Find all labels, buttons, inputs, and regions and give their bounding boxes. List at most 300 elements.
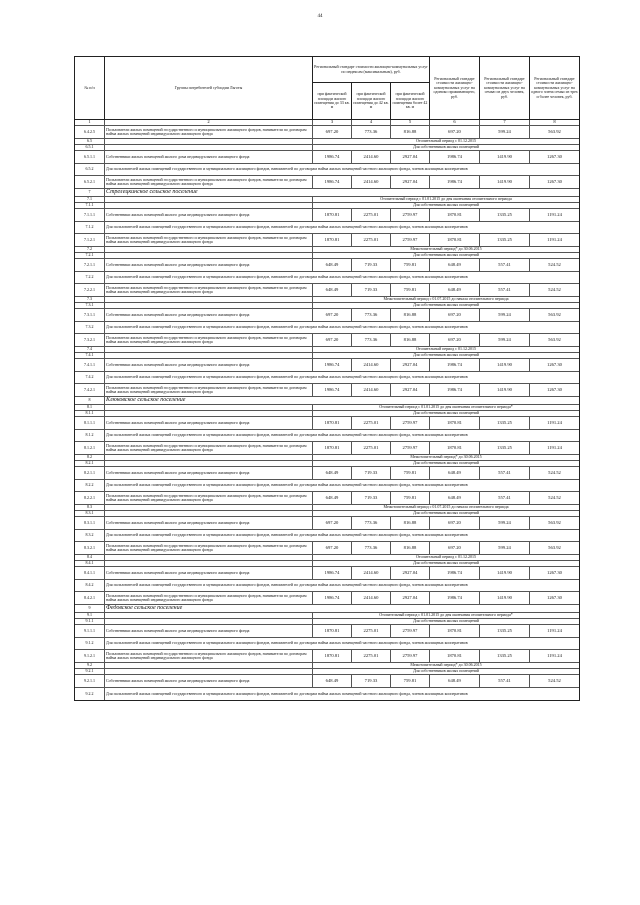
value-cell: 563.92 (548, 336, 561, 342)
settlement-title: Стрелецкинское сельское поселение (106, 189, 198, 196)
value-cell: 1870.81 (430, 234, 480, 246)
subgroup-label: Для собственников жилых помещений (413, 669, 479, 674)
row-number: 7.2.2.1 (75, 284, 105, 296)
row-group-label: Собственники жилых помещений жилого дома индивидуального жилищного фонда (105, 359, 313, 371)
row-number: 8.1.1.1 (75, 417, 105, 429)
table-row (75, 675, 579, 688)
value-cell: 557.41 (480, 467, 530, 479)
value-cell: 759.81 (391, 284, 430, 296)
value-cell: 1870.81 (313, 442, 352, 454)
subgroup-label: Для собственников жилых помещений (413, 253, 479, 258)
value-cell: 563.92 (548, 128, 561, 134)
subgroup-label: Для собственников жилых помещений (413, 411, 479, 416)
value-cell: 1335.25 (480, 442, 530, 454)
value-cell: 599.24 (480, 542, 530, 554)
row-description: Для пользователей жилых помещений государственного и муниципального жилищного фондов, нанимателей по договорам найма жилых помещений частного жилищного фонда, членов жилищных кооперативов (106, 374, 468, 380)
row-description: Для пользователей жилых помещений государственного и муниципального жилищного фондов, нанимателей по договорам найма жилых помещений частного жилищного фонда, членов жилищных кооперативов (106, 582, 468, 588)
value-cell: 2414.60 (352, 359, 391, 371)
value-cell: 2275.01 (352, 650, 391, 662)
table-row (75, 126, 579, 139)
row-number: 7.2.2 (75, 272, 105, 283)
table-row (75, 322, 579, 334)
value-cell: 1267.30 (547, 569, 562, 575)
value-cell: 2275.01 (352, 234, 391, 246)
row-number: 9.1 (75, 613, 105, 618)
table-row (75, 430, 579, 442)
table-row (75, 334, 579, 347)
value-cell: 1870.81 (313, 209, 352, 221)
row-number: 7.4.1.1 (75, 359, 105, 371)
row-number: 8.1.1 (75, 411, 105, 416)
table-row (75, 209, 579, 222)
value-cell: 599.24 (480, 517, 530, 529)
value-cell: 557.41 (480, 675, 530, 687)
value-cell: 2275.01 (352, 625, 391, 637)
value-cell: 759.81 (391, 492, 430, 504)
value-cell: 563.92 (548, 519, 561, 525)
row-blank (105, 303, 313, 308)
value-cell: 2927.04 (391, 384, 430, 396)
table-row (75, 259, 579, 272)
value-cell: 719.33 (352, 675, 391, 687)
row-blank (105, 619, 313, 624)
table-row (75, 567, 579, 580)
row-number: 9 (75, 605, 105, 612)
row-group-label: Пользователи жилых помещений государственного и муниципального жилищного фондов, наниматели по договорам найма жилых помещений индивидуального жилищного фонда (105, 284, 313, 296)
value-cell: 697.20 (313, 309, 352, 321)
row-number: 8.1.2.1 (75, 442, 105, 454)
value-cell: 1335.25 (480, 625, 530, 637)
row-description: Для пользователей жилых помещений государственного и муниципального жилищного фондов, нанимателей по договорам найма жилых помещений частного жилищного фонда, членов жилищных кооперативов (106, 690, 468, 696)
row-group-label: Пользователи жилых помещений государственного и муниципального жилищного фондов, наниматели по договорам найма жилых помещений индивидуального жилищного фонда (105, 176, 313, 188)
page-number: 44 (317, 14, 323, 19)
row-blank (105, 613, 313, 618)
row-number: 8.4.2 (75, 580, 105, 591)
value-cell: 2759.97 (391, 234, 430, 246)
table-row (75, 517, 579, 530)
row-group-label: Пользователи жилых помещений государственного и муниципального жилищного фондов, наниматели по договорам найма жилых помещений индивидуального жилищного фонда (105, 126, 313, 138)
row-number: 9.2.1.1 (75, 675, 105, 687)
row-group-label: Собственники жилых помещений жилого дома индивидуального жилищного фонда (105, 517, 313, 529)
value-cell: 1191.24 (547, 419, 562, 425)
row-description: Для пользователей жилых помещений государственного и муниципального жилищного фондов, нанимателей по договорам найма жилых помещений частного жилищного фонда, членов жилищных кооперативов (106, 274, 468, 280)
value-cell: 719.33 (352, 259, 391, 271)
value-cell: 1419.90 (480, 567, 530, 579)
period-label: Отопительный период с 01.01.2015 до дня окончания отопительного периода (380, 197, 512, 202)
colnum: 6 (430, 120, 480, 125)
value-cell: 1419.90 (480, 384, 530, 396)
row-number: 8.2.2.1 (75, 492, 105, 504)
table-row (75, 542, 579, 555)
value-cell: 2759.97 (391, 625, 430, 637)
value-cell: 648.49 (430, 259, 480, 271)
row-group-label: Пользователи жилых помещений государственного и муниципального жилищного фондов, наниматели по договорам найма жилых помещений индивидуального жилищного фонда (105, 492, 313, 504)
value-cell: 1986.74 (313, 384, 352, 396)
row-blank (105, 145, 313, 150)
value-cell: 1986.74 (313, 359, 352, 371)
value-cell: 2414.60 (352, 567, 391, 579)
settlement-title: Федовское сельское поселение (106, 605, 183, 612)
value-cell: 816.88 (391, 309, 430, 321)
table-row (75, 625, 579, 638)
row-group-label: Пользователи жилых помещений государственного и муниципального жилищного фондов, наниматели по договорам найма жилых помещений индивидуального жилищного фонда (105, 334, 313, 346)
table-row (75, 176, 579, 189)
value-cell: 1986.74 (430, 384, 480, 396)
value-cell: 1870.81 (313, 625, 352, 637)
value-cell: 1986.74 (313, 592, 352, 604)
row-group-label: Собственники жилых помещений жилого дома индивидуального жилищного фонда (105, 567, 313, 579)
value-cell: 648.49 (313, 259, 352, 271)
header-col-groups: Группы потребителей субсидии Льготы (105, 57, 313, 119)
row-number: 8 (75, 397, 105, 404)
subgroup-label: Для собственников жилых помещений (413, 303, 479, 308)
value-cell: 1986.74 (313, 567, 352, 579)
row-blank (105, 505, 313, 510)
value-cell: 563.92 (548, 311, 561, 317)
colnum: 8 (553, 120, 556, 125)
row-blank (105, 511, 313, 516)
value-cell: 1419.90 (480, 151, 530, 163)
value-cell: 1986.74 (430, 592, 480, 604)
row-number: 7.1.1.1 (75, 209, 105, 221)
table-row (75, 151, 579, 164)
row-number: 8.3.1.1 (75, 517, 105, 529)
header-sub-over-42: при фактической площади жилого помещения более 42 кв. м (392, 91, 428, 110)
row-number: 7.4.2.1 (75, 384, 105, 396)
row-group-label: Собственники жилых помещений жилого дома индивидуального жилищного фонда (105, 151, 313, 163)
value-cell: 1335.25 (480, 209, 530, 221)
row-number: 8.2.1 (75, 461, 105, 466)
header-col-single: Региональный стандарт стоимости жилищно-коммунальных услуг на одиноко проживающего, руб. (430, 57, 480, 119)
row-number: 8.4.1.1 (75, 567, 105, 579)
colnum: 1 (75, 120, 105, 125)
value-cell: 1870.81 (313, 234, 352, 246)
value-cell: 697.20 (313, 126, 352, 138)
value-cell: 648.49 (313, 675, 352, 687)
row-number: 8.4.1 (75, 561, 105, 566)
value-cell: 2759.97 (391, 650, 430, 662)
row-blank (105, 405, 313, 410)
header-col-number: № п/п (75, 57, 105, 119)
row-group-label: Собственники жилых помещений жилого дома индивидуального жилищного фонда (105, 259, 313, 271)
row-number: 8.4.2.1 (75, 592, 105, 604)
value-cell: 1986.74 (430, 359, 480, 371)
row-number: 9.1.1.1 (75, 625, 105, 637)
value-cell: 2927.04 (391, 151, 430, 163)
table-row (75, 688, 579, 700)
value-cell: 1870.81 (430, 417, 480, 429)
value-cell: 1191.24 (547, 236, 562, 242)
value-cell: 697.20 (430, 309, 480, 321)
value-cell: 557.41 (480, 492, 530, 504)
row-number: 6.4.2.5 (75, 126, 105, 138)
value-cell: 697.20 (430, 542, 480, 554)
row-number: 7.2 (75, 247, 105, 252)
row-group-label: Собственники жилых помещений жилого дома индивидуального жилищного фонда (105, 209, 313, 221)
period-label: Отопительный период с 01.01.2015 до дня окончания отопительного периода* (379, 613, 513, 618)
value-cell: 524.52 (548, 677, 561, 683)
row-blank (105, 669, 313, 674)
value-cell: 648.49 (313, 284, 352, 296)
table-header (75, 57, 579, 120)
table-row (75, 638, 579, 650)
table-row (75, 417, 579, 430)
value-cell: 1870.81 (313, 650, 352, 662)
value-cell: 773.36 (352, 309, 391, 321)
subgroup-label: Для собственников жилых помещений (413, 203, 479, 208)
table-row (75, 442, 579, 455)
value-cell: 2414.60 (352, 592, 391, 604)
row-number: 7.1.1 (75, 203, 105, 208)
period-label: Отопительный период с 01.01.2015 до дня окончания отопительного периода* (379, 405, 513, 410)
value-cell: 816.88 (391, 517, 430, 529)
row-number: 6.5.1 (75, 145, 105, 150)
row-number: 6.5 (75, 139, 105, 144)
table-row (75, 530, 579, 542)
value-cell: 1335.25 (480, 650, 530, 662)
value-cell: 599.24 (480, 334, 530, 346)
row-blank (105, 561, 313, 566)
value-cell: 773.36 (352, 126, 391, 138)
value-cell: 1986.74 (313, 151, 352, 163)
row-number: 7.1.2.1 (75, 234, 105, 246)
subsidy-standards-table (74, 56, 580, 701)
row-number: 7.1.2 (75, 222, 105, 233)
row-group-label: Пользователи жилых помещений государственного и муниципального жилищного фондов, наниматели по договорам найма жилых помещений индивидуального жилищного фонда (105, 592, 313, 604)
row-number: 7.2.1 (75, 253, 105, 258)
value-cell: 648.49 (430, 675, 480, 687)
value-cell: 719.33 (352, 467, 391, 479)
value-cell: 2759.97 (391, 417, 430, 429)
table-row (75, 605, 579, 613)
subgroup-label: Для собственников жилых помещений (413, 461, 479, 466)
subgroup-label: Для собственников жилых помещений (413, 145, 479, 150)
row-number: 9.2.1 (75, 669, 105, 674)
row-number: 6.5.2 (75, 164, 105, 175)
row-blank (105, 297, 313, 302)
header-col-two: Региональный стандарт стоимости жилищно-коммунальных услуг на семью из двух человек, руб. (480, 57, 530, 119)
row-number: 7.3.1 (75, 303, 105, 308)
value-cell: 2275.01 (352, 417, 391, 429)
value-cell: 2927.04 (391, 592, 430, 604)
table-row (75, 467, 579, 480)
row-number: 7.3.2.1 (75, 334, 105, 346)
value-cell: 648.49 (430, 284, 480, 296)
row-group-label: Пользователи жилых помещений государственного и муниципального жилищного фондов, наниматели по договорам найма жилых помещений индивидуального жилищного фонда (105, 650, 313, 662)
value-cell: 816.88 (391, 334, 430, 346)
row-number: 8.1 (75, 405, 105, 410)
subgroup-label: Для собственников жилых помещений (413, 511, 479, 516)
value-cell: 599.24 (480, 309, 530, 321)
row-group-label: Собственники жилых помещений жилого дома индивидуального жилищного фонда (105, 417, 313, 429)
row-blank (105, 555, 313, 560)
row-number: 8.3.1 (75, 511, 105, 516)
value-cell: 1986.74 (313, 176, 352, 188)
value-cell: 563.92 (548, 544, 561, 550)
header-sub-33: при фактической площади жилого помещения до 33 кв. м (313, 83, 352, 119)
value-cell: 1191.24 (547, 627, 562, 633)
value-cell: 816.88 (391, 542, 430, 554)
value-cell: 1335.25 (480, 234, 530, 246)
table-row (75, 284, 579, 297)
value-cell: 524.52 (548, 469, 561, 475)
value-cell: 557.41 (480, 284, 530, 296)
row-group-label: Собственники жилых помещений жилого дома индивидуального жилищного фонда (105, 309, 313, 321)
colnum: 7 (480, 120, 530, 125)
table-row (75, 580, 579, 592)
row-number: 7.4.1 (75, 353, 105, 358)
value-cell: 816.88 (391, 126, 430, 138)
value-cell: 697.20 (313, 517, 352, 529)
row-blank (105, 411, 313, 416)
row-number: 8.2 (75, 455, 105, 460)
value-cell: 1419.90 (480, 592, 530, 604)
value-cell: 1986.74 (430, 151, 480, 163)
value-cell: 2414.60 (352, 151, 391, 163)
value-cell: 2275.01 (352, 442, 391, 454)
row-number: 7.1 (75, 197, 105, 202)
value-cell: 759.81 (391, 259, 430, 271)
value-cell: 524.52 (548, 494, 561, 500)
row-blank (105, 197, 313, 202)
table-row (75, 480, 579, 492)
value-cell: 1419.90 (480, 176, 530, 188)
row-blank (105, 663, 313, 668)
row-blank (105, 203, 313, 208)
row-number: 9.1.2 (75, 638, 105, 649)
row-description: Для пользователей жилых помещений государственного и муниципального жилищного фондов, нанимателей по договорам найма жилых помещений частного жилищного фонда, членов жилищных кооперативов (106, 432, 468, 438)
table-row (75, 650, 579, 663)
row-number: 8.2.2 (75, 480, 105, 491)
value-cell: 1335.25 (480, 417, 530, 429)
row-number: 7.3 (75, 297, 105, 302)
row-description: Для пользователей жилых помещений государственного и муниципального жилищного фондов, нанимателей по договорам найма жилых помещений частного жилищного фонда, членов жилищных кооперативов (106, 166, 468, 172)
value-cell: 773.36 (352, 517, 391, 529)
row-number: 9.1.2.1 (75, 650, 105, 662)
value-cell: 2927.04 (391, 176, 430, 188)
table-row (75, 234, 579, 247)
row-group-label: Пользователи жилых помещений государственного и муниципального жилищного фондов, наниматели по договорам найма жилых помещений индивидуального жилищного фонда (105, 442, 313, 454)
row-number: 7.3.2 (75, 322, 105, 333)
row-blank (105, 139, 313, 144)
period-label: Межотопительный период* до 30.06.2015 (410, 663, 482, 668)
table-body (75, 126, 579, 700)
row-number: 7.4.2 (75, 372, 105, 383)
table-row (75, 272, 579, 284)
row-number: 9.2 (75, 663, 105, 668)
value-cell: 1191.24 (547, 652, 562, 658)
value-cell: 719.33 (352, 492, 391, 504)
value-cell: 1986.74 (430, 176, 480, 188)
subgroup-label: Для собственников жилых помещений (413, 619, 479, 624)
header-col-three: Региональный стандарт стоимости жилищно-коммунальных услуг на одного члена семьи из трех и более человек, руб. (531, 75, 578, 99)
row-number: 9.2.2 (75, 688, 105, 700)
value-cell: 1870.81 (430, 442, 480, 454)
row-group-label: Пользователи жилых помещений государственного и муниципального жилищного фондов, наниматели по договорам найма жилых помещений индивидуального жилищного фонда (105, 542, 313, 554)
row-number: 7.4 (75, 347, 105, 352)
value-cell: 557.41 (480, 259, 530, 271)
row-group-label: Собственники жилых помещений жилого дома индивидуального жилищного фонда (105, 467, 313, 479)
row-blank (105, 455, 313, 460)
value-cell: 648.49 (430, 467, 480, 479)
row-number: 7.3.1.1 (75, 309, 105, 321)
value-cell: 524.52 (548, 261, 561, 267)
header-group-area (313, 57, 430, 119)
row-group-label: Пользователи жилых помещений государственного и муниципального жилищного фондов, наниматели по договорам найма жилых помещений индивидуального жилищного фонда (105, 234, 313, 246)
header-group-title: Региональный стандарт стоимости жилищно-коммунальных услуг по индексам (максимальным), руб. (313, 57, 429, 83)
value-cell: 759.81 (391, 675, 430, 687)
row-number: 8.4 (75, 555, 105, 560)
table-row (75, 592, 579, 605)
row-number: 6.5.1.1 (75, 151, 105, 163)
period-label: Отопительный период с 01.12.2015 (416, 139, 476, 144)
table-row (75, 372, 579, 384)
value-cell: 2927.04 (391, 567, 430, 579)
value-cell: 1870.81 (430, 209, 480, 221)
value-cell: 773.36 (352, 334, 391, 346)
row-group-label: Собственники жилых помещений жилого дома индивидуального жилищного фонда (105, 675, 313, 687)
row-blank (105, 347, 313, 352)
row-number: 7.2.1.1 (75, 259, 105, 271)
value-cell: 2759.97 (391, 209, 430, 221)
row-number: 8.3.2 (75, 530, 105, 541)
row-blank (105, 353, 313, 358)
table-row (75, 189, 579, 197)
period-label: Отопительный период с 01.12.2015 (416, 555, 476, 560)
value-cell: 2414.60 (352, 176, 391, 188)
value-cell: 697.20 (313, 334, 352, 346)
colnum: 3 (313, 120, 352, 125)
value-cell: 1267.30 (547, 361, 562, 367)
row-number: 8.3.2.1 (75, 542, 105, 554)
value-cell: 697.20 (313, 542, 352, 554)
value-cell: 1191.24 (547, 444, 562, 450)
table-row (75, 492, 579, 505)
value-cell: 599.24 (480, 126, 530, 138)
period-label: Межотопительный период с 01.07.2015 до начала отопительного периода (383, 297, 509, 302)
row-blank (105, 247, 313, 252)
row-group-label: Пользователи жилых помещений государственного и муниципального жилищного фондов, наниматели по договорам найма жилых помещений индивидуального жилищного фонда (105, 384, 313, 396)
row-number: 8.3 (75, 505, 105, 510)
value-cell: 759.81 (391, 467, 430, 479)
subgroup-label: Для собственников жилых помещений (413, 353, 479, 358)
period-label: Межотопительный период* до 30.06.2015 (410, 455, 482, 460)
period-label: Отопительный период с 01.12.2015 (416, 347, 476, 352)
colnum: 5 (391, 120, 430, 125)
row-number: 9.1.1 (75, 619, 105, 624)
value-cell: 1267.30 (547, 386, 562, 392)
row-description: Для пользователей жилых помещений государственного и муниципального жилищного фондов, нанимателей по договорам найма жилых помещений частного жилищного фонда, членов жилищных кооперативов (106, 324, 468, 330)
value-cell: 648.49 (313, 467, 352, 479)
table-row (75, 222, 579, 234)
value-cell: 1419.90 (480, 359, 530, 371)
value-cell: 648.49 (430, 492, 480, 504)
colnum: 2 (105, 120, 313, 125)
table-row (75, 384, 579, 397)
value-cell: 1267.30 (547, 153, 562, 159)
value-cell: 1191.24 (547, 211, 562, 217)
value-cell: 1986.74 (430, 567, 480, 579)
row-number: 8.2.1.1 (75, 467, 105, 479)
row-blank (105, 461, 313, 466)
value-cell: 697.20 (430, 517, 480, 529)
table-row (75, 359, 579, 372)
table-row (75, 309, 579, 322)
row-group-label: Собственники жилых помещений жилого дома индивидуального жилищного фонда (105, 625, 313, 637)
value-cell: 697.20 (430, 126, 480, 138)
value-cell: 697.20 (430, 334, 480, 346)
colnum: 4 (352, 120, 391, 125)
